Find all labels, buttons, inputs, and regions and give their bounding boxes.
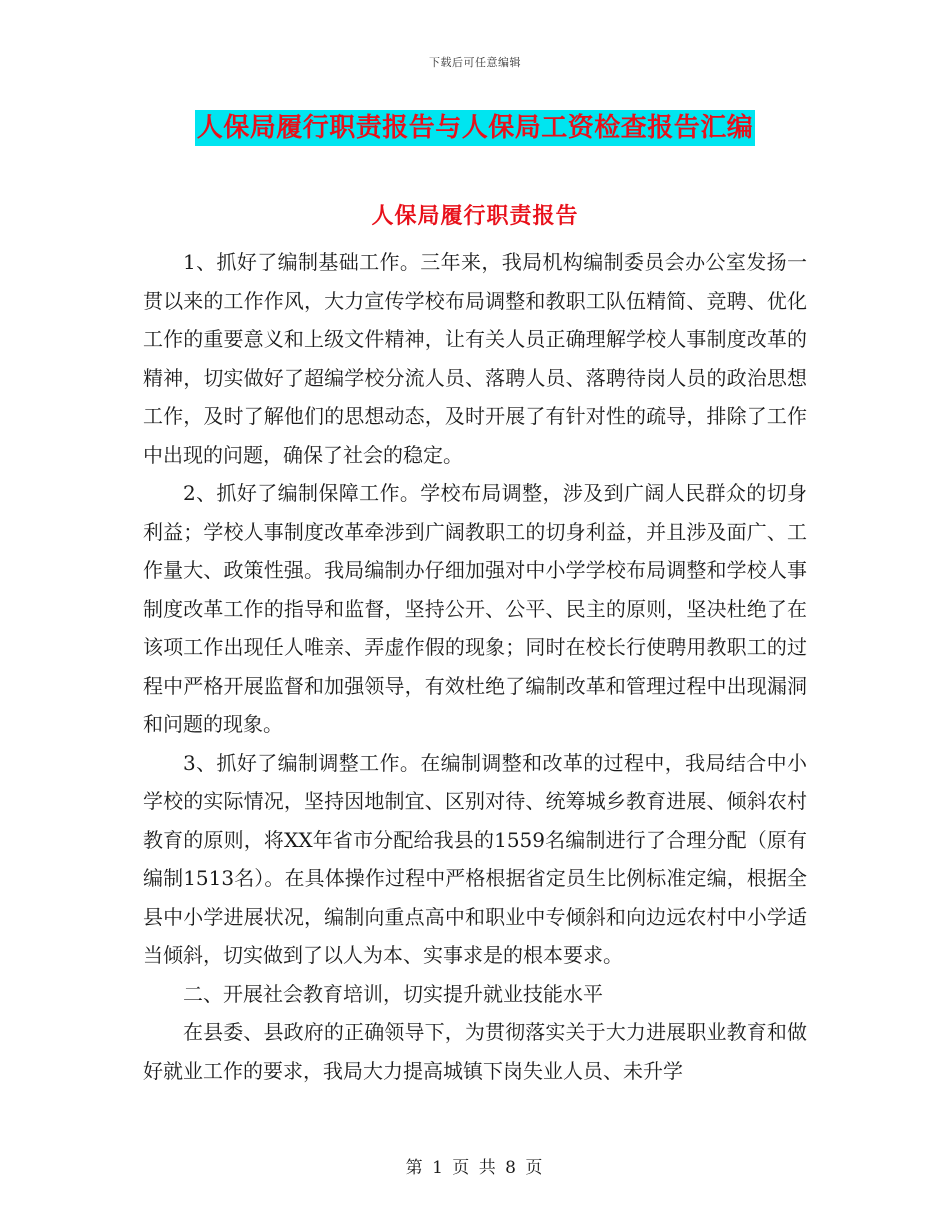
document-title: 人保局履行职责报告与人保局工资检查报告汇编 <box>195 110 756 146</box>
section-heading-paragraph: 二、开展社会教育培训，切实提升就业技能水平 <box>183 981 603 1006</box>
document-body <box>143 243 807 1090</box>
body-paragraph: 在县委、县政府的正确领导下，为贯彻落实关于大力进展职业教育和做好就业工作的要求，我局大力提高城镇下岗失业人员、未升学 <box>143 1020 807 1083</box>
page-header-note: 下载后可任意编辑 <box>429 56 521 69</box>
body-paragraph: 3、抓好了编制调整工作。在编制调整和改革的过程中，我局结合中小学校的实际情况，坚持因地制宜、区别对待、统筹城乡教育进展、倾斜农村教育的原则，将XX年省市分配给我县的1559名编制进行了合理分配（原有编制1513名）。在具体操作过程中严格根据省定员生比例标准定编，根据全县中小学进展状况，编制向重点高中和职业中专倾斜和向边远农村中小学适当倾斜，切实做到了以人为本、实事求是的根本要求。 <box>143 750 807 967</box>
body-paragraph: 2、抓好了编制保障工作。学校布局调整，涉及到广阔人民群众的切身利益；学校人事制度改革牵涉到广阔教职工的切身利益，并且涉及面广、工作量大、政策性强。我局编制办仔细加强对中小学学校布局调整和学校人事制度改革工作的指导和监督，坚持公开、公平、民主的原则，坚决杜绝了在该项工作出现任人唯亲、弄虚作假的现象；同时在校长行使聘用教职工的过程中严格开展监督和加强领导，有效杜绝了编制改革和管理过程中出现漏洞和问题的现象。 <box>143 481 807 736</box>
section-title: 人保局履行职责报告 <box>371 203 579 229</box>
body-paragraph: 1、抓好了编制基础工作。三年来，我局机构编制委员会办公室发扬一贯以来的工作作风，大力宣传学校布局调整和教职工队伍精简、竞聘、优化工作的重要意义和上级文件精神，让有关人员正确理解学校人事制度改革的精神，切实做好了超编学校分流人员、落聘人员、落聘待岗人员的政治思想工作，及时了解他们的思想动态，及时开展了有针对性的疏导，排除了工作中出现的问题，确保了社会的稳定。 <box>143 250 807 467</box>
page-number-footer: 第 1 页 共 8 页 <box>405 1158 545 1178</box>
document-title-container <box>0 110 950 146</box>
